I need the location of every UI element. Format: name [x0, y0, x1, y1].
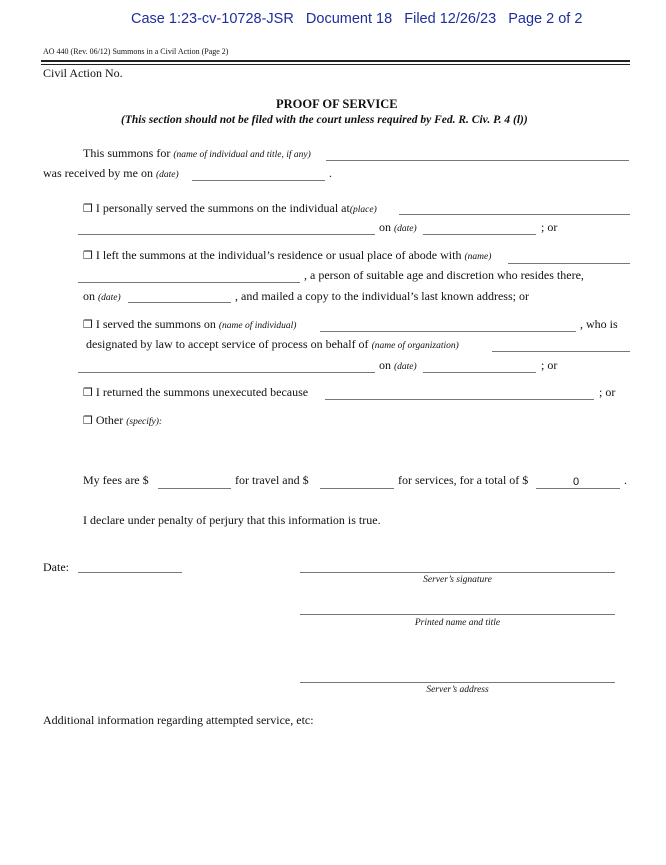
- received-date-hint: (date): [155, 170, 179, 180]
- printed-name-field[interactable]: [300, 614, 615, 615]
- civil-action-label: Civil Action No.: [43, 66, 123, 80]
- fees-travel: for travel and $: [235, 473, 309, 487]
- name-title-hint: (name of individual and title, if any): [173, 150, 311, 160]
- checkbox-unexecuted[interactable]: ❒: [83, 386, 93, 399]
- date-label: Date:: [43, 560, 69, 574]
- option-personal-line: [83, 201, 377, 216]
- additional-info: Additional information regarding attempted service, etc:: [43, 713, 314, 727]
- fees-prefix: My fees are $: [83, 473, 149, 487]
- designated-line: [86, 337, 459, 352]
- residence-on-line: [83, 289, 121, 304]
- printed-name-caption: Printed name and title: [414, 618, 501, 628]
- filed-date: Filed 12/26/23: [404, 11, 497, 27]
- who-is-text: , who is: [580, 317, 618, 331]
- organization-field-cont[interactable]: [78, 372, 375, 373]
- checkbox-residence[interactable]: ❒: [83, 249, 93, 262]
- date-hint: (date): [394, 224, 417, 234]
- header-rule-thin: [41, 64, 630, 65]
- option-designated-line: [83, 317, 296, 332]
- option-designated-text: I served the summons on: [95, 317, 216, 331]
- received-label: was received by me on: [43, 166, 153, 180]
- proof-title: PROOF OF SERVICE: [276, 97, 398, 111]
- option-residence-line: [83, 248, 491, 263]
- residence-name-hint: (name): [464, 252, 492, 262]
- page-number: Page 2 of 2: [508, 11, 583, 27]
- received-date-field[interactable]: [192, 180, 325, 181]
- filing-header: [131, 11, 582, 27]
- checkbox-other[interactable]: ❒: [83, 414, 93, 427]
- option-unexecuted-line: [83, 385, 308, 400]
- option-personal-on: [379, 220, 417, 235]
- summons-name-field[interactable]: [326, 160, 629, 161]
- residence-name-field[interactable]: [508, 263, 630, 264]
- designated-date-field[interactable]: [423, 372, 536, 373]
- residence-mailed-text: , and mailed a copy to the individual’s last known address; or: [235, 289, 529, 303]
- organization-field[interactable]: [492, 351, 630, 352]
- residence-date-hint: (date): [98, 293, 121, 303]
- header-rule: [41, 60, 630, 62]
- individual-hint: (name of individual): [218, 321, 297, 331]
- address-field[interactable]: [300, 682, 615, 683]
- option-unexecuted-text: I returned the summons unexecuted because: [95, 385, 309, 399]
- residence-cont-text: , a person of suitable age and discretion who resides there,: [304, 268, 584, 282]
- fees-period: .: [624, 473, 627, 487]
- personal-date-field[interactable]: [423, 234, 536, 235]
- form-id: AO 440 (Rev. 06/12) Summons in a Civil Action (Page 2): [43, 47, 229, 56]
- option-other-line: [83, 413, 162, 428]
- specify-hint: (specify):: [126, 417, 163, 427]
- declaration: I declare under penalty of perjury that this information is true.: [83, 513, 381, 527]
- place-field[interactable]: [399, 214, 630, 215]
- option-personal-or: ; or: [541, 220, 558, 234]
- unexecuted-reason-field[interactable]: [325, 399, 594, 400]
- organization-hint: (name of organization): [371, 341, 459, 351]
- option-personal-text: I personally served the summons on the individual at: [95, 201, 350, 215]
- designated-on-label: on: [379, 358, 391, 372]
- option-residence-text: I left the summons at the individual’s residence or usual place of abode with: [95, 248, 462, 262]
- place-hint: (place): [349, 205, 377, 215]
- services-fee-field[interactable]: [320, 488, 394, 489]
- designated-or: ; or: [541, 358, 558, 372]
- document-number: Document 18: [305, 11, 393, 27]
- total-fee-field[interactable]: [536, 488, 620, 489]
- address-caption: Server’s address: [426, 685, 489, 695]
- case-number: Case 1:23-cv-10728-JSR: [131, 11, 294, 27]
- residence-on-label: on: [83, 289, 95, 303]
- designated-date-hint: (date): [394, 362, 417, 372]
- unexecuted-or: ; or: [599, 385, 616, 399]
- signature-field[interactable]: [300, 572, 615, 573]
- date-field[interactable]: [78, 572, 182, 573]
- signature-caption: Server’s signature: [423, 575, 492, 585]
- place-field-cont[interactable]: [78, 234, 375, 235]
- received-line: [43, 166, 179, 181]
- fees-services: for services, for a total of $: [398, 473, 529, 487]
- checkbox-personal[interactable]: ❒: [83, 202, 93, 215]
- total-fee-value: 0: [573, 476, 580, 488]
- residence-name-field-cont[interactable]: [78, 282, 300, 283]
- proof-subtitle: (This section should not be filed with the court unless required by Fed. R. Civ. P. 4 (l)): [121, 114, 528, 126]
- travel-fee-field[interactable]: [158, 488, 231, 489]
- on-label: on: [379, 220, 391, 234]
- option-other-text: Other: [95, 413, 124, 427]
- residence-date-field[interactable]: [128, 302, 231, 303]
- received-period: .: [329, 166, 332, 180]
- checkbox-designated[interactable]: ❒: [83, 318, 93, 331]
- summons-for-label: This summons for: [83, 146, 171, 160]
- designated-on: [379, 358, 417, 373]
- designated-text: designated by law to accept service of process on behalf of: [86, 337, 369, 351]
- summons-for-line: [83, 146, 311, 161]
- designated-name-field[interactable]: [320, 331, 576, 332]
